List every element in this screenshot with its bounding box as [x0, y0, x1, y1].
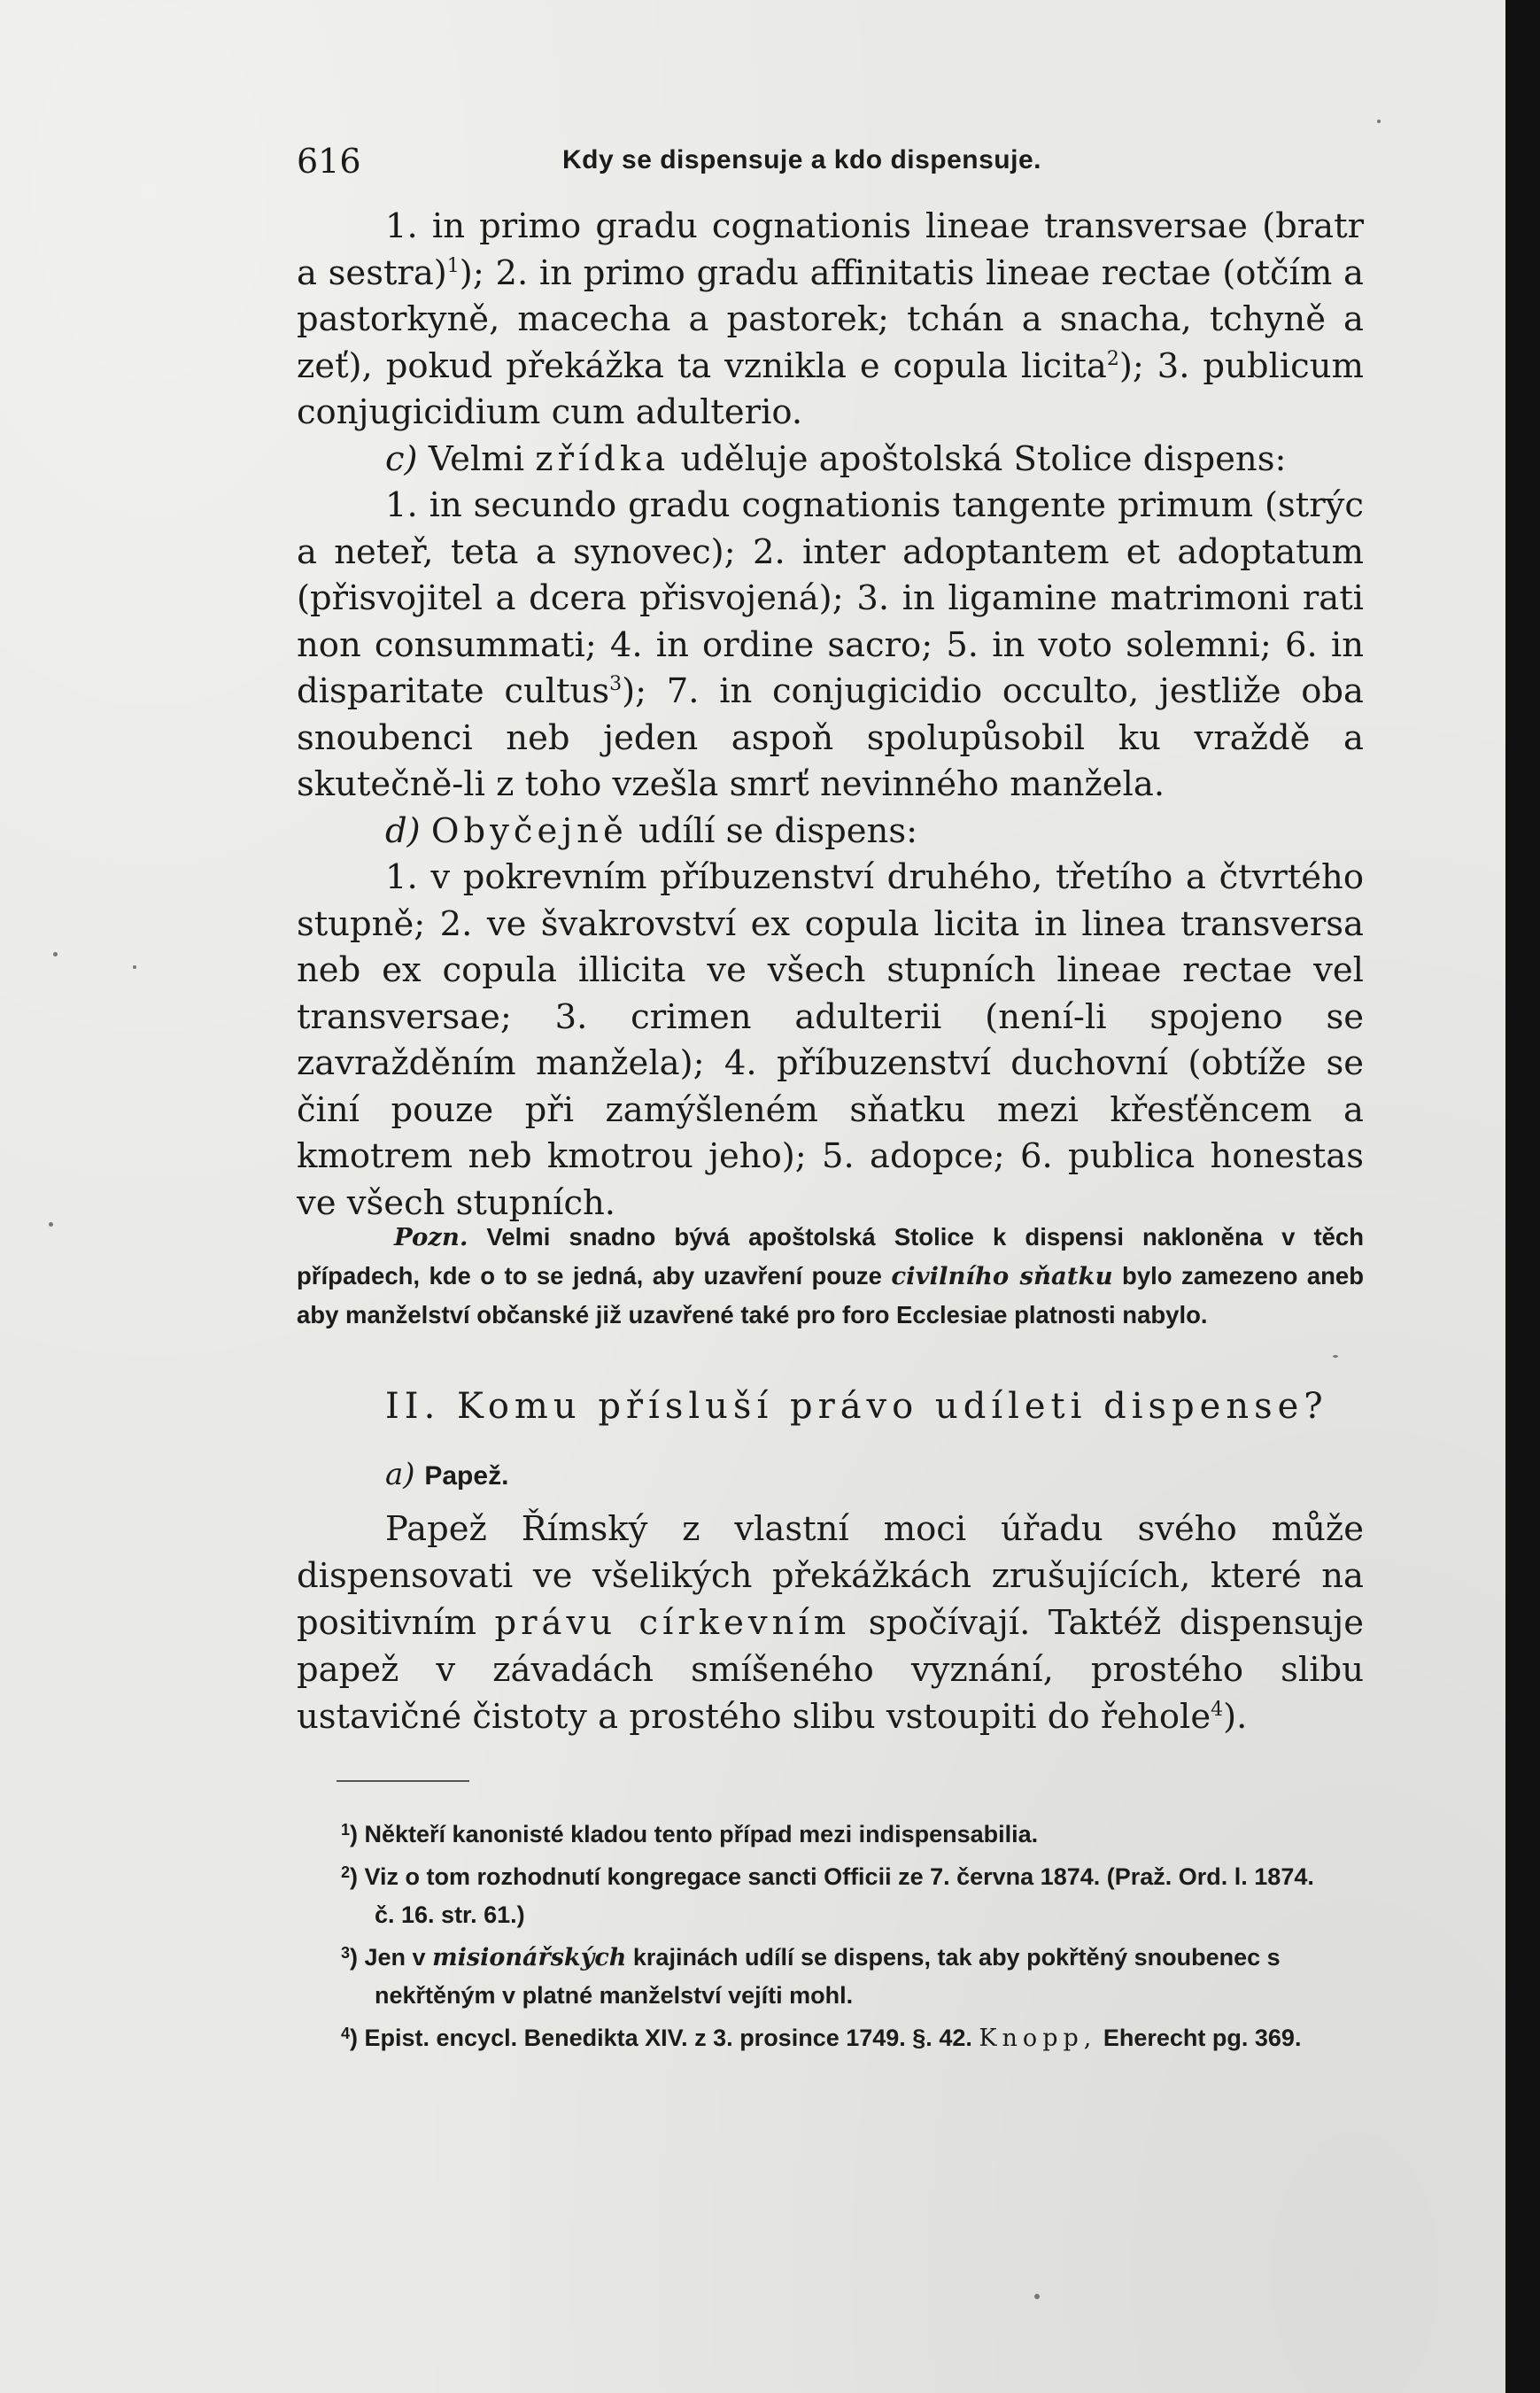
- footnote-1: $^1$) Někteří kanonisté kladou tento případ mezi indispensabilia.: [341, 1821, 1039, 1847]
- paragraph-c-list: 1. in secundo gradu cognationis tangente primum (strýc a neteř, teta a synovec); 2. inter adoptantem et adoptatum (přisvojitel a dcera přisvojená); 3. in ligamine matrimoni rati non consummati; 4. in ordine sacro; 5. in voto solemni; 6. in disparitate cultus$^3$); 7. in conjugicidio occulto, jestliže oba snoubenci neb jeden aspoň spolupůsobil ku vraždě a skutečně-li z toho vzešla smrť nevinného manžela.: [297, 485, 1364, 804]
- running-head: [297, 142, 1364, 186]
- remark-label: Pozn.: [394, 1223, 468, 1251]
- item-label-d: d): [385, 810, 421, 851]
- footnote-ref-4: 4: [1211, 1699, 1224, 1722]
- paragraph-d-list: 1. v pokrevním příbuzenství druhého, třetího a čtvrtého stupně; 2. ve švakrovství ex copula licita in linea transversa neb ex copula illicita ve všech stupních lineae rectae vel transversae; 3. crimen adulterii (není-li spojeno se zavražděním manžela); 4. příbuzenství duchovní (obtíže se činí pouze při zamýšleném sňatku mezi křesťěncem a kmotrem neb kmotrou jeho); 5. adopce; 6. publica honestas ve všech stupních.: [297, 857, 1364, 1223]
- remark-note: Pozn. Velmi snadno bývá apoštolská Stolice k dispensi nakloněna v těch případech, kde o to se jedná, aby uzavření pouze civilního sňatku bylo zamezeno aneb aby manželství občanské již uzavřené také pro foro Ecclesiae platnosti nabylo.: [297, 1223, 1365, 1328]
- page-number: 616: [297, 142, 361, 181]
- footnote-ref-1: 1: [446, 254, 460, 277]
- paragraph-d-heading: d) Obyčejně udílí se dispens:: [385, 810, 918, 851]
- footnote-rule: [337, 1780, 469, 1782]
- main-text: [297, 204, 1364, 1227]
- footnote-ref-2: 2: [1106, 347, 1119, 370]
- section-heading: II. Komu přísluší právo udíleti dispense?: [385, 1386, 1328, 1427]
- scan-border: [1505, 0, 1540, 2393]
- paragraph-c-heading: c) Velmi zřídka uděluje apoštolská Stolice dispens:: [385, 438, 1287, 479]
- footnote-4: $^4$) Epist. encycl. Benedikta XIV. z 3. prosince 1749. §. 42. Knopp, Eherecht pg. 369.: [341, 2025, 1302, 2052]
- running-title: Kdy se dispensuje a kdo dispensuje.: [562, 145, 1041, 174]
- footnotes: [341, 1811, 1337, 2057]
- sub-heading: a) Papež.: [385, 1457, 509, 1492]
- item-label-c: c): [385, 438, 418, 479]
- paragraph-degrees-list: 1. in primo gradu cognationis lineae transversae (bratr a sestra)$^1$); 2. in primo gradu affinitatis lineae rectae (otčím a pastorkyně, macecha a pastorek; tchán a snacha, tchyně a zeť), pokud překážka ta vznikla e copula licita$^2$); 3. publicum conjugicidium cum adulterio.: [297, 206, 1364, 432]
- footnote-3: $^3$) Jen v misionářských krajinách udílí se dispens, tak aby pokřtěný snoubenec s nekřtěným v platné manželství vejíti mohl.: [341, 1944, 1281, 2009]
- footnote-ref-3: 3: [609, 673, 623, 696]
- footnote-2: $^2$) Viz o tom rozhodnutí kongregace sancti Officii ze 7. června 1874. (Praž. Ord. l. 1874. č. 16. str. 61.): [341, 1863, 1314, 1928]
- papez-paragraph: Papež Římský z vlastní moci úřadu svého může dispensovati ve všelikých překážkách zrušujících, které na positivním právu církevním spočívají. Taktéž dispensuje papež v závadách smíšeného vyznání, prostého slibu ustavičné čistoty a prostého slibu vstoupiti do řehole$^4$).: [297, 1509, 1364, 1737]
